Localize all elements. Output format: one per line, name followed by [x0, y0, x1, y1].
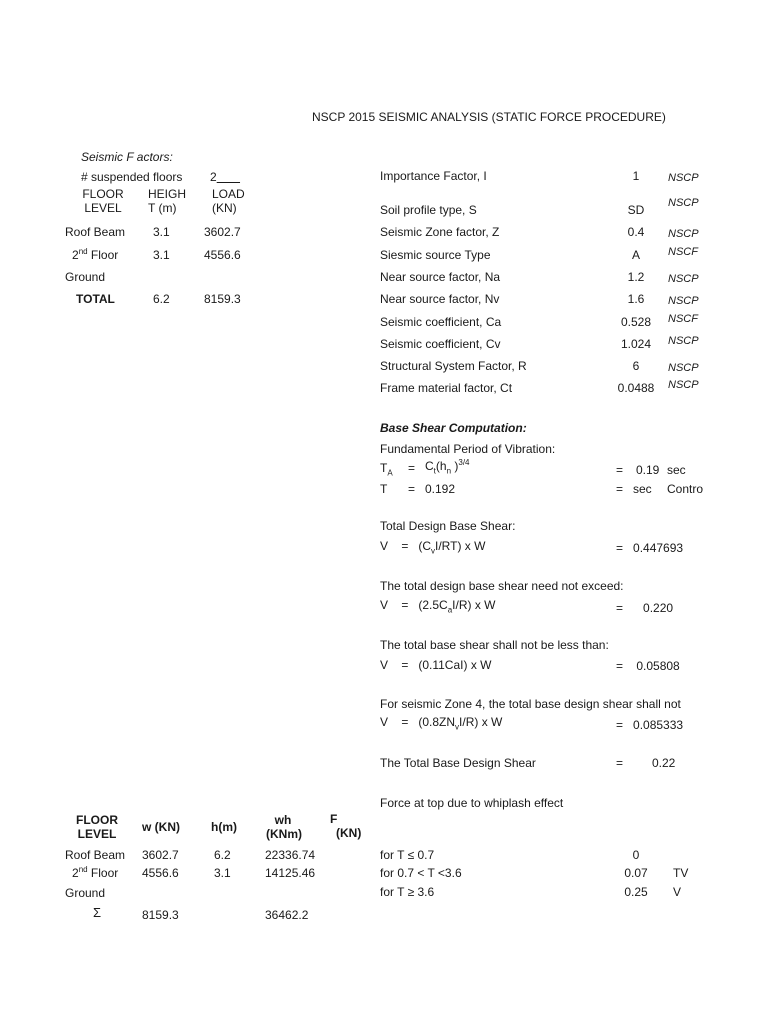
whiplash-value: 0.25 — [624, 885, 648, 899]
col-load: LOAD (KN) — [212, 187, 245, 215]
force-row-level: 2nd Floor — [72, 865, 119, 880]
sum-w: 8159.3 — [142, 908, 179, 922]
factor-label: Near source factor, Na — [380, 270, 501, 284]
factor-value: SD — [627, 203, 645, 217]
force-col-w: w (KN) — [142, 820, 180, 834]
factor-value: 1.2 — [627, 270, 645, 284]
t-label: T — [380, 482, 388, 496]
seismic-total-label: TOTAL — [76, 292, 115, 306]
factor-value: 0.528 — [620, 315, 652, 329]
t-note: Contro — [667, 482, 704, 496]
force-row-level: Ground — [65, 886, 106, 900]
force-col-h: h(m) — [211, 820, 237, 834]
force-row-h: 3.1 — [214, 866, 231, 880]
zone4-label: For seismic Zone 4, the total base design shear shall not — [380, 697, 681, 711]
sum-symbol: Σ — [93, 905, 102, 920]
seismic-row-level: Ground — [65, 270, 106, 284]
seismic-row-height: 3.1 — [153, 248, 170, 262]
factor-label: Importance Factor, I — [380, 169, 487, 183]
whiplash-condition: for T ≥ 3.6 — [380, 885, 435, 899]
whiplash-label: Force at top due to whiplash effect — [380, 796, 564, 810]
t-equals: = — [408, 482, 416, 496]
force-col-f: F (KN) — [330, 812, 362, 840]
whiplash-condition: for T ≤ 0.7 — [380, 848, 435, 862]
force-row-wh: 14125.46 — [265, 866, 316, 880]
factor-reference: NSCP — [668, 379, 699, 391]
design-shear-label: Total Design Base Shear: — [380, 519, 516, 533]
factor-value: 0.0488 — [617, 381, 655, 395]
exceed-label: The total design base shear need not exceed: — [380, 579, 624, 593]
factor-label: Seismic Zone factor, Z — [380, 225, 500, 239]
less-value: = 0.05808 — [616, 659, 680, 673]
t-unit: sec — [633, 482, 652, 496]
seismic-row-level: Roof Beam — [65, 225, 126, 239]
zone4-value: = 0.085333 — [616, 718, 684, 732]
ta-unit: sec — [667, 463, 686, 477]
factor-reference: NSCF — [668, 313, 698, 325]
factor-label: Siesmic source Type — [380, 248, 491, 262]
t-result-equals: = — [616, 482, 624, 496]
whiplash-value: 0 — [632, 848, 640, 862]
factor-label: Seismic coefficient, Ca — [380, 315, 502, 329]
force-row-w: 3602.7 — [142, 848, 179, 862]
factor-label: Structural System Factor, R — [380, 359, 527, 373]
sum-wh: 36462.2 — [265, 908, 309, 922]
factor-value: 0.4 — [627, 225, 645, 239]
ta-result-equals: = — [616, 463, 624, 477]
seismic-total-load: 8159.3 — [204, 292, 241, 306]
seismic-row-height: 3.1 — [153, 225, 170, 239]
base-shear-heading: Base Shear Computation: — [380, 421, 527, 435]
exceed-formula: V = $(2.5C_aI/R)$ x W — [380, 598, 496, 615]
factor-reference: NSCP — [668, 172, 699, 184]
whiplash-unit: TV — [673, 866, 689, 880]
factor-value: 1.6 — [627, 292, 645, 306]
whiplash-condition: for 0.7 < T <3.6 — [380, 866, 462, 880]
less-formula: V = (0.11CaI) x W — [380, 658, 492, 672]
col-height: HEIGH T (m) — [148, 187, 187, 215]
col-floor-level: FLOOR LEVEL — [82, 187, 124, 215]
zone4-formula: V = $(0.8ZN_vI/R)$ x W — [380, 715, 503, 732]
force-col-wh: wh (KNm) — [266, 813, 302, 841]
factor-reference: NSCF — [668, 246, 698, 258]
design-shear-formula: V = $(C_vI/RT)$ x W — [380, 539, 486, 556]
force-row-h: 6.2 — [214, 848, 231, 862]
ta-formula: $T_A$ — [380, 461, 393, 478]
total-shear-value: 0.22 — [652, 756, 676, 770]
whiplash-unit: V — [673, 885, 682, 899]
whiplash-value: 0.07 — [624, 866, 648, 880]
t-value: 0.192 — [425, 482, 456, 496]
factor-label: Seismic coefficient, Cv — [380, 337, 501, 351]
factor-reference: NSCP — [668, 335, 699, 347]
seismic-total-height: 6.2 — [153, 292, 170, 306]
ta-value: 0.19 — [636, 463, 660, 477]
force-col-floor: FLOOR LEVEL — [76, 813, 118, 841]
factor-value: A — [631, 248, 640, 262]
factor-reference: NSCP — [668, 228, 699, 240]
force-row-w: 4556.6 — [142, 866, 179, 880]
period-label: Fundamental Period of Vibration: — [380, 442, 556, 456]
factor-value: 1.024 — [620, 337, 652, 351]
force-row-wh: 22336.74 — [265, 848, 316, 862]
total-shear-equals: = — [616, 756, 624, 770]
factor-label: Soil profile type, S — [380, 203, 477, 217]
total-shear-label: The Total Base Design Shear — [380, 756, 536, 770]
seismic-row-level: 2nd Floor — [72, 247, 119, 262]
ta-expression: $C_t(h_n$ )$^{3/4}$ — [425, 458, 470, 476]
page-title: NSCP 2015 SEISMIC ANALYSIS (STATIC FORCE PROCEDURE) — [312, 110, 666, 124]
seismic-factors-heading: Seismic F actors: — [81, 150, 173, 164]
suspended-floors-value: 2 — [210, 170, 217, 184]
seismic-row-load: 4556.6 — [204, 248, 241, 262]
factor-reference: NSCP — [668, 362, 699, 374]
factor-label: Near source factor, Nv — [380, 292, 500, 306]
factor-value: 6 — [632, 359, 640, 373]
suspended-floors-label: # suspended floors — [81, 170, 183, 184]
factor-reference: NSCP — [668, 197, 699, 209]
factor-reference: NSCP — [668, 273, 699, 285]
ta-equals: = — [408, 461, 416, 475]
factor-value: 1 — [632, 169, 640, 183]
design-shear-value: = 0.447693 — [616, 541, 684, 555]
exceed-value: = 0.220 — [616, 601, 674, 615]
force-row-level: Roof Beam — [65, 848, 126, 862]
factor-reference: NSCP — [668, 295, 699, 307]
seismic-row-load: 3602.7 — [204, 225, 241, 239]
factor-label: Frame material factor, Ct — [380, 381, 513, 395]
less-label: The total base shear shall not be less than: — [380, 638, 609, 652]
